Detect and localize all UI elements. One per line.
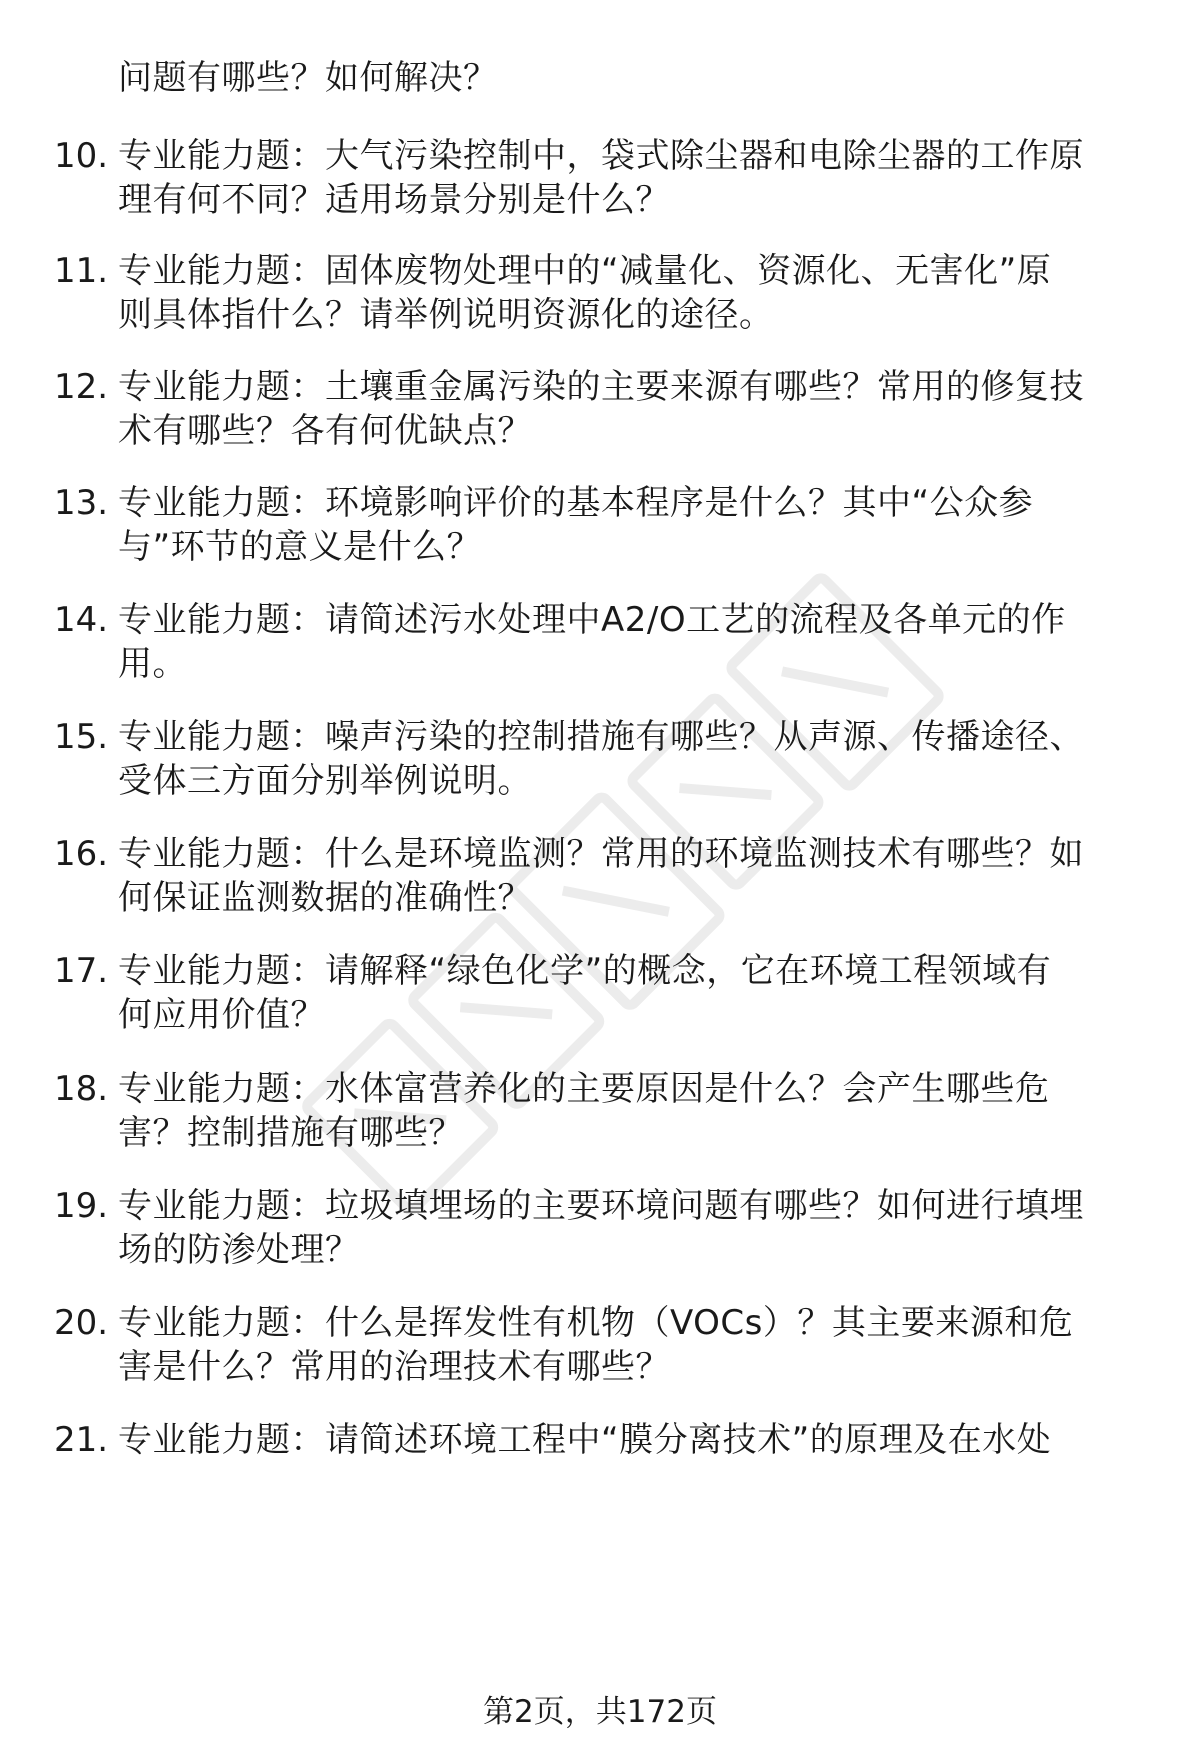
- question-number: 10.: [54, 136, 109, 176]
- question-number: 13.: [54, 483, 109, 523]
- question-text-line2: 则具体指什么？请举例说明资源化的途径。: [118, 295, 774, 335]
- question-text-line2: 术有哪些？各有何优缺点？: [118, 411, 532, 451]
- question-text-line2: 何应用价值？: [118, 995, 325, 1035]
- question-text-line1: 专业能力题：请解释“绿色化学”的概念，它在环境工程领域有: [118, 951, 1052, 991]
- question-number: 14.: [54, 600, 109, 640]
- question-text-line1: 专业能力题：什么是挥发性有机物（VOCs）？其主要来源和危: [118, 1303, 1074, 1343]
- question-text-line2: 用。: [118, 644, 187, 684]
- question-number: 17.: [54, 951, 109, 991]
- question-text-line1: 专业能力题：水体富营养化的主要原因是什么？会产生哪些危: [118, 1069, 1050, 1109]
- question-text-line1: 专业能力题：噪声污染的控制措施有哪些？从声源、传播途径、: [118, 717, 1084, 757]
- question-text-line2: 场的防渗处理？: [118, 1230, 360, 1270]
- question-number: 12.: [54, 367, 109, 407]
- question-text-line2: 害？控制措施有哪些？: [118, 1113, 463, 1153]
- question-text-line1: 专业能力题：土壤重金属污染的主要来源有哪些？常用的修复技: [118, 367, 1084, 407]
- question-text-line2: 受体三方面分别举例说明。: [118, 761, 532, 801]
- question-text-line2: 与”环节的意义是什么？: [118, 527, 482, 567]
- question-number: 18.: [54, 1069, 109, 1109]
- page-footer: 第2页，共172页: [483, 1694, 717, 1730]
- question-number: 19.: [54, 1186, 109, 1226]
- question-text-line2: 害是什么？常用的治理技术有哪些？: [118, 1347, 670, 1387]
- question-text-line1: 专业能力题：垃圾填埋场的主要环境问题有哪些？如何进行填埋: [118, 1186, 1084, 1226]
- question-number: 15.: [54, 717, 109, 757]
- question-text-line1: 专业能力题：固体废物处理中的“减量化、资源化、无害化”原: [118, 251, 1052, 291]
- question-text-line1: 专业能力题：大气污染控制中，袋式除尘器和电除尘器的工作原: [118, 136, 1084, 176]
- question-text-line1: 专业能力题：环境影响评价的基本程序是什么？其中“公众参: [118, 483, 1034, 523]
- question-number: 21.: [54, 1420, 109, 1460]
- question-number: 16.: [54, 834, 109, 874]
- question-number: 20.: [54, 1303, 109, 1343]
- question-text-line2: 理有何不同？适用场景分别是什么？: [118, 180, 670, 220]
- question-text-line1: 专业能力题：请简述污水处理中A2/O工艺的流程及各单元的作: [118, 600, 1066, 640]
- question-text-line2: 何保证监测数据的准确性？: [118, 878, 532, 918]
- question-number: 11.: [54, 251, 109, 291]
- continuation-text: 问题有哪些？如何解决？: [118, 58, 498, 98]
- question-text-line1: 专业能力题：什么是环境监测？常用的环境监测技术有哪些？如: [118, 834, 1084, 874]
- question-text-line1: 专业能力题：请简述环境工程中“膜分离技术”的原理及在水处: [118, 1420, 1052, 1460]
